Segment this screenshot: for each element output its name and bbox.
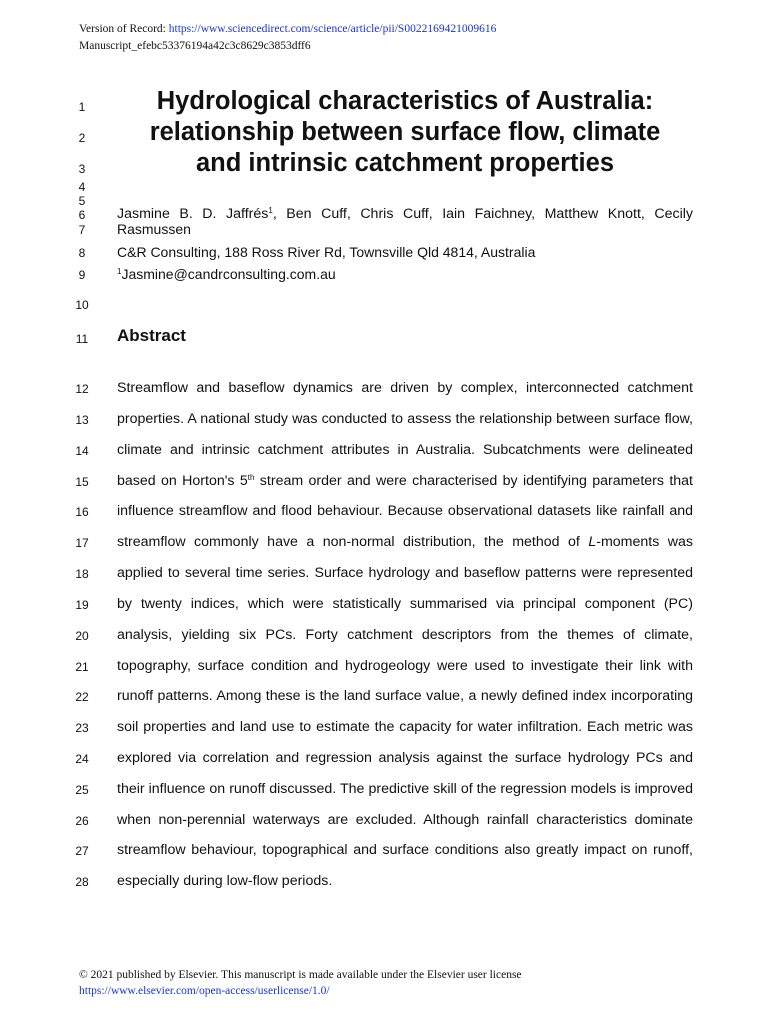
- abstract-line: properties. A national study was conducted to assess the relationship between surface flow,: [117, 411, 693, 427]
- title-line: and intrinsic catchment properties: [195, 149, 614, 177]
- abstract-line: applied to several time series. Surface hydrology and baseflow patterns were represented: [117, 565, 693, 581]
- line-number: 15: [75, 475, 89, 489]
- version-link[interactable]: https://www.sciencedirect.com/science/article/pii/S0022169421009616: [168, 23, 497, 35]
- abstract-line: topography, surface condition and hydrogeology were used to investigate their link with: [117, 658, 693, 674]
- line-number: 2: [78, 131, 86, 145]
- line-number: 1: [78, 100, 86, 114]
- line-number: 9: [78, 268, 86, 282]
- abstract-line: Streamflow and baseflow dynamics are driven by complex, interconnected catchment: [117, 380, 693, 396]
- line-number: 21: [75, 660, 89, 674]
- line-number: 27: [75, 844, 89, 858]
- line-number: 3: [78, 162, 86, 176]
- manuscript-id: Manuscript_efebc53376194a42c3c8629c3853dff6: [79, 40, 311, 52]
- license-text: © 2021 published by Elsevier. This manuscript is made available under the Elsevier user license: [79, 969, 522, 981]
- line-number: 12: [75, 382, 89, 396]
- abstract-line: explored via correlation and regression analysis against the surface hydrology PCs and: [117, 750, 693, 766]
- line-number: 22: [75, 690, 89, 704]
- license-footer: [79, 967, 522, 999]
- abstract-line: soil properties and land use to estimate the capacity for water infiltration. Each metric was: [117, 719, 693, 735]
- abstract-line: analysis, yielding six PCs. Forty catchment descriptors from the themes of climate,: [117, 627, 693, 643]
- paper-title: [110, 86, 700, 179]
- affiliation: C&R Consulting, 188 Ross River Rd, Townsville Qld 4814, Australia: [117, 244, 536, 260]
- abstract-heading: Abstract: [117, 326, 186, 345]
- abstract-line: climate and intrinsic catchment attributes in Australia. Subcatchments were delineated: [117, 442, 693, 458]
- line-number: 14: [75, 444, 89, 458]
- line-number: 8: [78, 246, 86, 260]
- line-number: 24: [75, 752, 89, 766]
- license-link[interactable]: https://www.elsevier.com/open-access/userlicense/1.0/: [79, 985, 330, 997]
- line-number: 10: [75, 298, 89, 312]
- abstract-line: influence streamflow and flood behaviour. Because observational datasets like rainfall and: [117, 503, 693, 519]
- version-label: Version of Record:: [79, 23, 169, 35]
- line-number: 7: [78, 223, 86, 237]
- corresponding-email: $^1$Jasmine@candrconsulting.com.au: [117, 266, 336, 282]
- line-number: 18: [75, 567, 89, 581]
- version-header: [79, 21, 496, 55]
- line-number: 13: [75, 413, 89, 427]
- line-number: 26: [75, 814, 89, 828]
- abstract-line: runoff patterns. Among these is the land surface value, a newly defined index incorporating: [117, 688, 693, 704]
- line-number: 16: [75, 505, 89, 519]
- line-number: 5: [78, 194, 86, 208]
- line-number: 4: [78, 180, 86, 194]
- abstract-line: especially during low-flow periods.: [117, 873, 333, 889]
- abstract-line: streamflow behaviour, topographical and surface conditions also greatly impact on runoff,: [117, 842, 693, 858]
- author-list: Jasmine B. D. Jaffrés$^1$, Ben Cuff, Chris Cuff, Iain Faichney, Matthew Knott, Cecily: [117, 206, 693, 222]
- author-list-continued: Rasmussen: [117, 221, 191, 237]
- line-number: 28: [75, 875, 89, 889]
- abstract-line: based on Horton's 5th stream order and were characterised by identifying parameters that: [117, 473, 693, 489]
- line-number: 23: [75, 721, 89, 735]
- line-number: 11: [75, 332, 89, 346]
- abstract-line: when non-perennial waterways are excluded. Although rainfall characteristics dominate: [117, 812, 693, 828]
- title-line: Hydrological characteristics of Australia:: [156, 87, 654, 115]
- line-number: 20: [75, 629, 89, 643]
- abstract-line: streamflow commonly have a non-normal distribution, the method of L-moments was: [117, 534, 693, 550]
- abstract-line: by twenty indices, which were statistically summarised via principal component (PC): [117, 596, 693, 612]
- line-number: 25: [75, 783, 89, 797]
- line-number: 19: [75, 598, 89, 612]
- title-line: relationship between surface flow, climate: [149, 118, 661, 146]
- line-number: 6: [78, 208, 86, 222]
- abstract-line: their influence on runoff discussed. The predictive skill of the regression models is improved: [117, 781, 693, 797]
- line-number: 17: [75, 536, 89, 550]
